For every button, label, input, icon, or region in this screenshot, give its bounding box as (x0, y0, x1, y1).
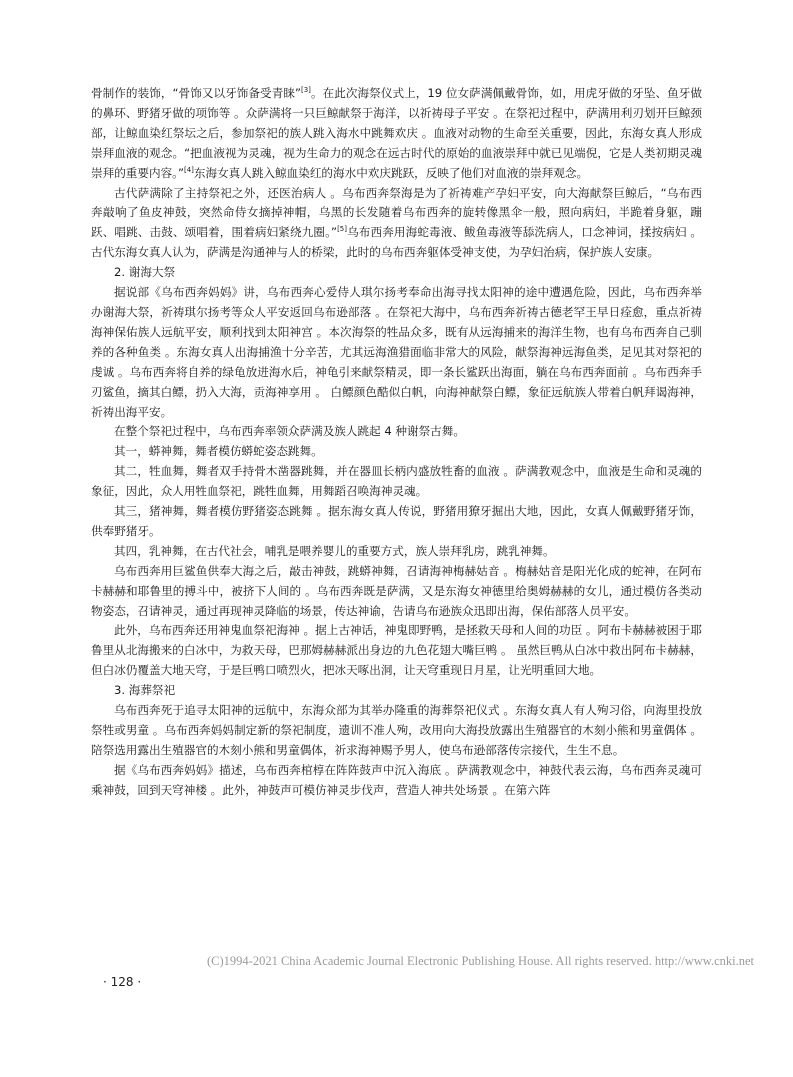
paragraph (91, 184, 702, 264)
paragraph-text: 古代萨满除了主持祭祀之外，还医治病人 。乌布西奔祭海是为了祈祷难产孕妇平安，向大海献祭巨鲸后，“乌布西奔敲响了鱼皮神鼓，突然命侍女摘掉神帽，乌黑的长发随着乌布西奔的旋转像黑伞一般，照向病妇，半跪着身躯，蹦跃、唱跳、击鼓、颂唱着，围着病妇紧绕九圈。” (91, 185, 702, 240)
paragraph-text: 此外，乌布西奔还用神鬼血祭祀海神 。据上古神话，神鬼即野鸭，是拯救天母和人间的功臣 。阿布卡赫赫被困于耶鲁里从北海搬来的白冰中，为救天母，巴那姆赫赫派出身边的九色花翅大嘴巨鸭 。 虽然巨鸭从白冰中救出阿布卡赫赫，但白冰仍覆盖大地天穹，于是巨鸭口喷烈火，把冰天啄出洞，让天穹重现日月星，让光明重回大地。 (91, 623, 702, 678)
paragraph-text: 东海女真人跳入鲸血染红的海水中欢庆跳跃，反映了他们对血液的崇拜观念。 (193, 165, 589, 180)
paragraph-text: 其一，蟒神舞，舞者模仿蟒蛇姿态跳舞。 (114, 444, 323, 459)
paragraph (91, 562, 702, 622)
paragraph (91, 621, 702, 681)
paragraph (91, 542, 702, 562)
paragraph-text: 其二，牲血舞，舞者双手持骨木凿器跳舞，并在器皿长柄内盛放牲畜的血液 。萨满教观念中，血液是生命和灵魂的象征，因此，众人用牲血祭祀，跳牲血舞，用舞蹈召唤海神灵魂。 (91, 464, 702, 499)
paragraph-text: 骨制作的装饰，“骨饰又以牙饰备受青睐” (91, 86, 301, 100)
cnki-watermark: (C)1994-2021 China Academic Journal Electronic Publishing House. All rights reserved. http://www.cnki.net (207, 954, 755, 968)
paragraph (91, 462, 702, 502)
paragraph (91, 442, 702, 462)
paragraph (91, 422, 702, 442)
citation-marker: [3] (301, 86, 311, 95)
section-heading: 2. 谢海大祭 (114, 265, 176, 280)
paragraph-text: 乌布西奔用海蛇毒液、鲅鱼毒液等舔洗病人，口念神词，揉按病妇 。古代东海女真人认为，萨满是沟通神与人的桥梁，此时的乌布西奔躯体受神支使，为孕妇治病，保护族人安康。 (91, 225, 702, 260)
paragraph-text: 在整个祭祀过程中，乌布西奔率领众萨满及族人跳起 4 种谢祭古舞。 (114, 424, 465, 439)
paragraph-text: 其四，乳神舞，在古代社会，哺乳是喂养婴儿的重要方式，族人崇拜乳房，跳乳神舞。 (114, 543, 555, 558)
page-number: · 128 · (103, 975, 142, 989)
article-body (91, 84, 702, 801)
paragraph-text: 据说部《乌布西奔妈妈》讲，乌布西奔心爱侍人琪尔扬考奉命出海寻找太阳神的途中遭遇危险，因此，乌布西奔举办谢海大祭，祈祷琪尔扬考等众人平安返回乌布逊部落 。在祭祀大海中，乌布西奔祈祷古德老罕王早日痊愈，重点祈祷海神保佑族人远航平安，顺利找到太阳神宫 。本次海祭的牲品众多，既有从远海捕来的海洋生物，也有乌布西奔自己驯养的各种鱼类 。东海女真人出海捕渔十分辛苦，尤其远海渔猎面临非常大的风险，献祭海神远海鱼类，足见其对祭祀的虔诚 。乌布西奔将自养的绿龟放进海水后，神龟引来献祭精灵，即一条长鲨跃出海面，躺在乌布西奔面前 。乌布西奔手刃鲨鱼，摘其白鳔，扔入大海，贡海神享用 。 白鳔颜色酷似白帆，向海神献祭白鳔，象征远航族人带着白帆拜谒海神，祈祷出海平安。 (91, 285, 702, 419)
paragraph-text: 据《乌布西奔妈妈》描述，乌布西奔棺椁在阵阵鼓声中沉入海底 。萨满教观念中，神鼓代表云海，乌布西奔灵魂可乘神鼓，回到天穹神楼 。此外，神鼓声可模仿神灵步伐声，营造人神共处场景 。在第六阵 (91, 762, 702, 797)
section-heading: 3. 海葬祭祀 (114, 683, 176, 698)
paragraph-text: 。在此次海祭仪式上，19 位女萨满佩戴骨饰，如，用虎牙做的牙坠、鱼牙做的鼻环、野猪牙做的项饰等 。众萨满将一只巨鲸献祭于海洋，以祈祷母子平安 。在祭祀过程中，萨满用利刃划开巨鲸颈部，让鲸血染红祭坛之后，参加祭祀的族人跳入海水中跳舞欢庆 。血液对动物的生命至关重要，因此，东海女真人形成崇拜血液的观念。“把血液视为灵魂，视为生命力的观念在远古时代的原始的血液崇拜中就已见端倪，它是人类初期灵魂崇拜的重要内容。” (91, 86, 702, 180)
paragraph (91, 502, 702, 542)
paragraph-text: 其三，猪神舞，舞者模仿野猪姿态跳舞 。据东海女真人传说，野猪用獠牙掘出大地，因此，女真人佩戴野猪牙饰，供奉野猪牙。 (91, 504, 702, 538)
paragraph-text: 乌布西奔用巨鲨鱼供奉大海之后，敲击神鼓，跳蟒神舞，召请海神梅赫姑音 。梅赫姑音是阳光化成的蛇神，在阿布卡赫赫和耶鲁里的搏斗中，被挤下人间的 。乌布西奔既是萨满，又是东海女神德里给奥姆赫赫的女儿，通过模仿各类动物姿态，召请神灵，通过再现神灵降临的场景，传达神谕，告请乌布逊族众迅即出海，保佑部落人员平安。 (91, 563, 702, 618)
citation-marker: [4] (183, 165, 194, 174)
paragraph (91, 283, 702, 422)
citation-marker: [5] (337, 225, 347, 234)
paragraph (91, 84, 702, 184)
paragraph (91, 701, 702, 761)
paragraph-text: 乌布西奔死于追寻太阳神的远航中，东海众部为其举办隆重的海葬祭祀仪式 。东海女真人有人殉习俗，向海里投放祭牲或男童 。乌布西奔妈妈制定新的祭祀制度，遗训不准人殉，改用向大海投放露出生殖器官的木刻小熊和男童偶体 。 陪祭选用露出生殖器官的木刻小熊和男童偶体，祈求海神赐予男人，使乌布逊部落传宗接代，生生不息。 (91, 703, 702, 757)
paragraph (91, 761, 702, 801)
